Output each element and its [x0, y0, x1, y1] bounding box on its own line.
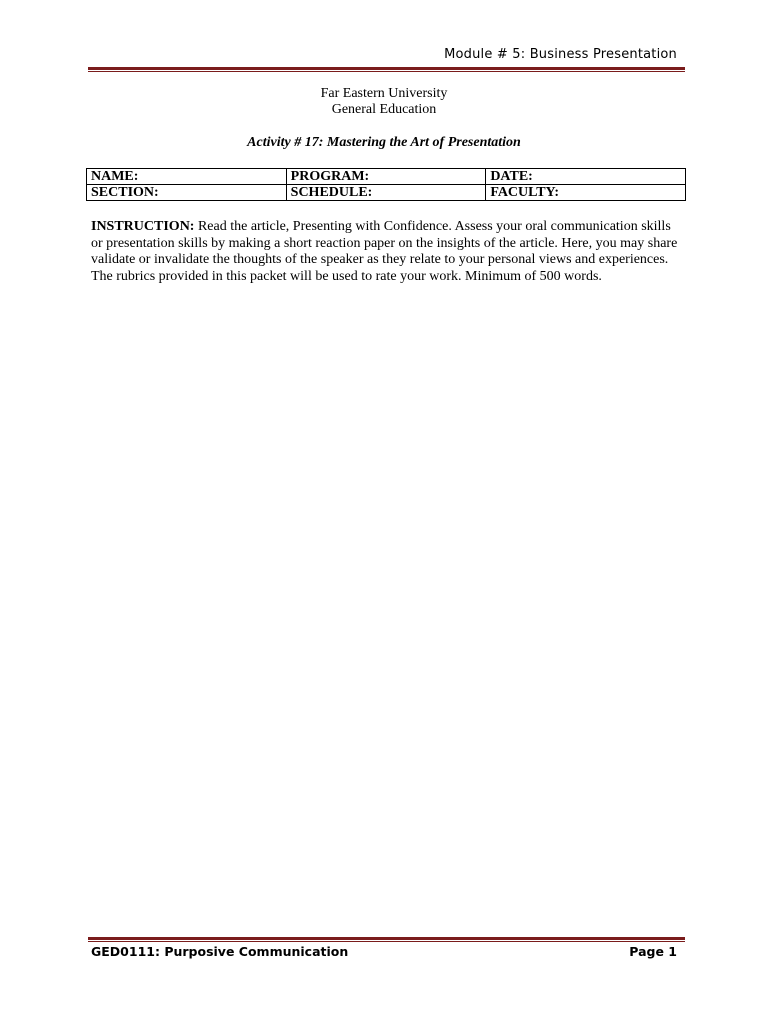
footer-course-title: GED0111: Purposive Communication	[91, 944, 349, 959]
program-field[interactable]: PROGRAM:	[286, 169, 486, 185]
schedule-field[interactable]: SCHEDULE:	[286, 185, 486, 201]
instruction-paragraph	[91, 219, 683, 285]
instruction-label: INSTRUCTION:	[91, 219, 195, 234]
header-rule	[88, 67, 685, 72]
table-row	[87, 169, 686, 185]
footer-page-number: Page 1	[629, 944, 677, 959]
section-field[interactable]: SECTION:	[87, 185, 287, 201]
department-name: General Education	[331, 102, 437, 117]
name-field[interactable]: NAME:	[87, 169, 287, 185]
faculty-field[interactable]: FACULTY:	[486, 185, 686, 201]
university-name: Far Eastern University	[320, 86, 448, 101]
student-info-table	[86, 168, 686, 201]
date-field[interactable]: DATE:	[486, 169, 686, 185]
page-header-title: Module # 5: Business Presentation	[444, 47, 677, 62]
activity-title: Activity # 17: Mastering the Art of Presentation	[247, 135, 521, 150]
footer-rule	[88, 937, 685, 942]
table-row	[87, 185, 686, 201]
instruction-text: Read the article, Presenting with Confidence. Assess your oral communication skills or presentation skills by making a short reaction paper on the insights of the article. Here, you may share validate or invalidate the thoughts of the speaker as they relate to your personal views and experiences. The rubrics provided in this packet will be used to rate your work. Minimum of 500 words.	[91, 219, 678, 284]
